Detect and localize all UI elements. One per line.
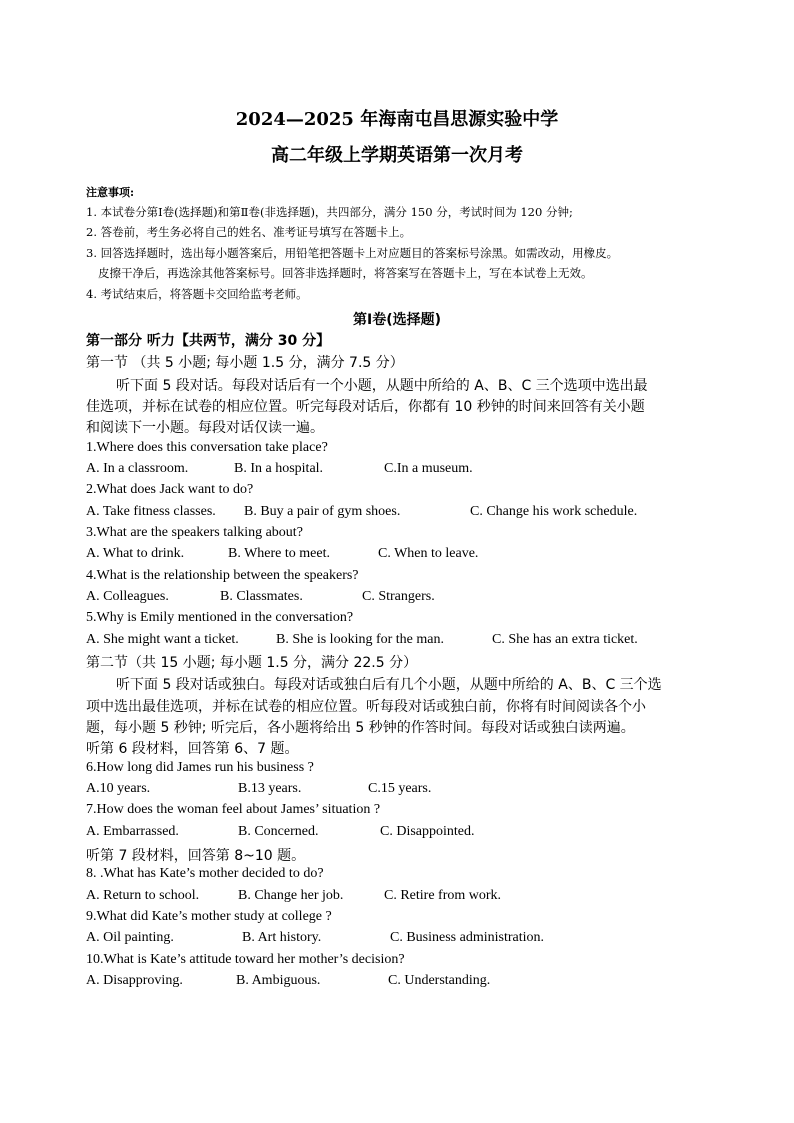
notice-item: 4. 考试结束后，将答题卡交回给监考老师。 <box>86 287 308 301</box>
option-b: B. Concerned. <box>238 824 319 839</box>
section-instructions: 项中选出最佳选项，并标在试卷的相应位置。听每段对话或独白前，你将有时间阅读各个小 <box>86 699 646 715</box>
option-b: B.13 years. <box>238 781 302 796</box>
question-text: 6.How long did James run his business ? <box>86 760 314 775</box>
option-b: B. Ambiguous. <box>236 973 321 988</box>
option-c: C.In a museum. <box>384 461 473 476</box>
section-instructions: 听下面 5 段对话或独白。每段对话或独白后有几个小题，从题中所给的 A、B、C 三个选 <box>116 677 662 693</box>
question-text: 3.What are the speakers talking about? <box>86 525 303 540</box>
volume-title: 第Ⅰ卷(选择题) <box>352 312 441 328</box>
option-c: C. Change his work schedule. <box>470 504 638 519</box>
section-instructions: 佳选项，并标在试卷的相应位置。听完每段对话后，你都有 10 秒钟的时间来回答有关小题 <box>86 399 645 415</box>
option-a: A. In a classroom. <box>86 461 189 476</box>
question-text: 2.What does Jack want to do? <box>86 482 254 497</box>
option-c: C. She has an extra ticket. <box>492 632 638 647</box>
option-b: B. Change her job. <box>238 888 344 903</box>
option-a: A. Embarrassed. <box>86 824 179 839</box>
notice-item: 2. 答卷前，考生务必将自己的姓名、准考证号填写在答题卡上。 <box>86 225 412 239</box>
option-b: B. Where to meet. <box>228 546 330 561</box>
exam-title-line1: 2024—2025 年海南屯昌思源实验中学 <box>235 109 559 130</box>
section-instructions: 听下面 5 段对话。每段对话后有一个小题，从题中所给的 A、B、C 三个选项中选出最 <box>116 378 648 394</box>
option-a: A. Return to school. <box>86 888 200 903</box>
option-b: B. Buy a pair of gym shoes. <box>244 504 401 519</box>
material-label: 听第 7 段材料，回答第 8~10 题。 <box>86 848 306 864</box>
option-a: A.10 years. <box>86 781 151 796</box>
question-text: 5.Why is Emily mentioned in the conversation? <box>86 610 354 625</box>
notice-item: 3. 回答选择题时，选出每小题答案后，用铅笔把答题卡上对应题目的答案标号涂黑。如需改动，用橡皮。 <box>86 246 619 260</box>
option-c: C. Strangers. <box>362 589 435 604</box>
question-text: 4.What is the relationship between the speakers? <box>86 568 359 583</box>
option-a: A. Colleagues. <box>86 589 169 604</box>
option-c: C. When to leave. <box>378 546 479 561</box>
section-title: 第二节（共 15 小题; 每小题 1.5 分，满分 22.5 分） <box>86 655 418 671</box>
option-c: C. Retire from work. <box>384 888 502 903</box>
option-c: C.15 years. <box>368 781 432 796</box>
option-c: C. Understanding. <box>388 973 491 988</box>
notice-heading: 注意事项: <box>86 186 135 199</box>
section-title: 第一节 （共 5 小题; 每小题 1.5 分，满分 7.5 分） <box>86 355 404 371</box>
question-text: 9.What did Kate’s mother study at college ? <box>86 909 332 924</box>
option-a: A. She might want a ticket. <box>86 632 239 647</box>
option-a: A. Disapproving. <box>86 973 183 988</box>
notice-item: 皮擦干净后，再选涂其他答案标号。回答非选择题时，将答案写在答题卡上，写在本试卷上无效。 <box>98 266 593 280</box>
question-text: 10.What is Kate’s attitude toward her mother’s decision? <box>86 952 405 967</box>
option-a: A. Take fitness classes. <box>86 504 216 519</box>
option-b: B. Art history. <box>242 930 322 945</box>
option-b: B. Classmates. <box>220 589 303 604</box>
question-text: 1.Where does this conversation take place? <box>86 440 328 455</box>
section-instructions: 和阅读下一小题。每段对话仅读一遍。 <box>86 420 324 436</box>
part-title: 第一部分 听力【共两节，满分 30 分】 <box>86 333 331 349</box>
option-b: B. She is looking for the man. <box>276 632 444 647</box>
exam-title-line2: 高二年级上学期英语第一次月考 <box>271 145 523 166</box>
option-c: C. Disappointed. <box>380 824 475 839</box>
material-label: 听第 6 段材料，回答第 6、7 题。 <box>86 741 299 757</box>
option-c: C. Business administration. <box>390 930 544 945</box>
section-instructions: 题，每小题 5 秒钟; 听完后，各小题将给出 5 秒钟的作答时间。每段对话或独白读两遍。 <box>86 720 635 736</box>
notice-item: 1. 本试卷分第Ⅰ卷(选择题)和第Ⅱ卷(非选择题)，共四部分，满分 150 分，考试时间为 120 分钟; <box>86 205 573 219</box>
question-text: 7.How does the woman feel about James’ situation ? <box>86 802 381 817</box>
option-b: B. In a hospital. <box>234 461 324 476</box>
option-a: A. What to drink. <box>86 546 185 561</box>
question-text: 8. .What has Kate’s mother decided to do? <box>86 866 324 881</box>
option-a: A. Oil painting. <box>86 930 174 945</box>
